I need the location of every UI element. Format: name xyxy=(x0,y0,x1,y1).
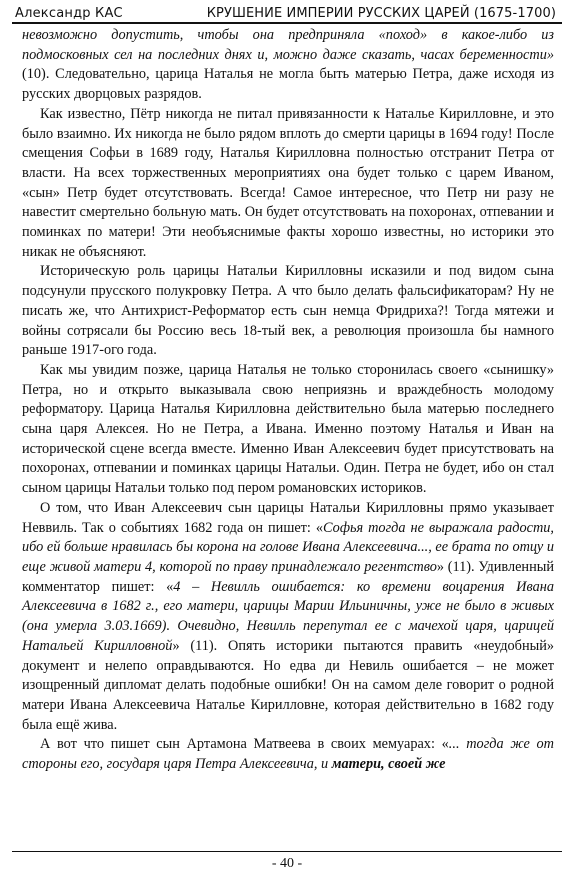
paragraph xyxy=(22,262,554,361)
paragraph xyxy=(22,735,554,774)
body-text xyxy=(22,26,554,775)
italic-quote-run: 4 – Невилль ошибается: ко времени воцарения Ивана Алексеевича в 1682 г., его матери, царицы Марии Ильиничны, уже не было в живых (она умерла 3.03.1669). Очевидно, Невилль перепутал ее с мачехой царя, царицей Натальей Кирилловной xyxy=(22,578,554,654)
paragraph xyxy=(22,361,554,499)
text-run: Как известно, Пётр никогда не питал привязанности к Наталье Кирилловне, и это было взаимно. Их никогда не было рядом вплоть до смерти царицы в 1694 году! После смещения Софьи в 1689 году, Наталья Кирилловна полностью отстранит Петра от власти. На всех торжественных мероприятиях она будет только с царем Иваном, «сын» Петр будет отсутствовать. Всегда! Самое интересное, что Петр ни разу не навестит смертельно больную мать. Он будет отсутствовать на похоронах, отпевании и поминках по матери! Эти необъяснимые факты хорошо известны, но историки это никак не объясняют. xyxy=(22,105,554,260)
text-run: Как мы увидим позже, царица Наталья не только сторонилась своего «сынишку» Петра, но и открыто выказывала свою неприязнь и враждебность молодому реформатору. Царица Наталья Кирилловна действительно была матерью последнего сына царя Алексея. Но не Петра, а Ивана. Именно поэтому Наталья и Иван на исторической сцене всегда вместе. Именно Иван Алексеевич будет присутствовать на похоронах, отпевании и поминках царицы Натальи. Один. Петра не будет, ибо он стал сыном царицы Натальи только под пером романовских историков. xyxy=(22,361,554,497)
text-run: » (11). Опять историки пытаются править «неудобный» документ и нелепо оправдываются. Но едва ди Невиль ошибается – не может изощренный дипломат делать подобные ошибки! Он на самом деле говорит о родной матери Ивана Алексеевича Наталье Кирилловне, которая действительно в 1682 году была ещё жива. xyxy=(22,637,555,733)
running-header xyxy=(12,4,562,24)
text-run: » (11). Удивленный комментатор пишет: « xyxy=(22,558,554,595)
text-run: А вот что пишет сын Артамона Матвеева в своих мемуарах: « xyxy=(40,736,449,753)
text-run: (10). Следовательно, царица Наталья не могла быть матерью Петра, даже исходя из русских дворцовых разрядов. xyxy=(22,66,554,103)
header-rule xyxy=(12,22,562,24)
paragraph xyxy=(22,499,554,735)
italic-quote-run: невозможно допустить, чтобы она предприняла «поход» в какое-либо из подмосковных сел на последних днях и, можно даже сказать, часах беременности» xyxy=(22,27,554,63)
page-number: - 40 - xyxy=(271,856,303,871)
header-author: Александр КАС xyxy=(15,6,123,21)
header-book-title: КРУШЕНИЕ ИМПЕРИИ РУССКИХ ЦАРЕЙ (1675-1700) xyxy=(206,6,556,21)
italic-quote-run: ... тогда же от стороны его, государя царя Петра Алексеевича, и xyxy=(22,736,554,773)
italic-quote-run: Софья тогда не выражала радости, ибо ей больше нравилась бы корона на голове Ивана Алексеевича..., ее брата по отцу и еще живой матери 4, которой по праву принадлежало регентство xyxy=(22,519,554,575)
italic-quote-run: матери, своей же xyxy=(331,756,446,773)
text-run: О том, что Иван Алексеевич сын царицы Натальи Кирилловны прямо указывает Неввиль. Так о событиях 1682 года он пишет: « xyxy=(22,499,554,536)
paragraph xyxy=(22,26,554,105)
text-run: Историческую роль царицы Натальи Кирилловны исказили и под видом сына подсунули прусского полукровку Петра. А что было делать фальсификаторам? Ну не писать же, что Антихрист-Реформатор есть сын немца Фридриха?! Тогда мятежи и войны сотрясали бы Россию весь 18-тый век, а революция произошла бы намного раньше 1917-ого года. xyxy=(22,263,554,359)
footer-rule xyxy=(12,851,562,852)
paragraph xyxy=(22,105,554,263)
